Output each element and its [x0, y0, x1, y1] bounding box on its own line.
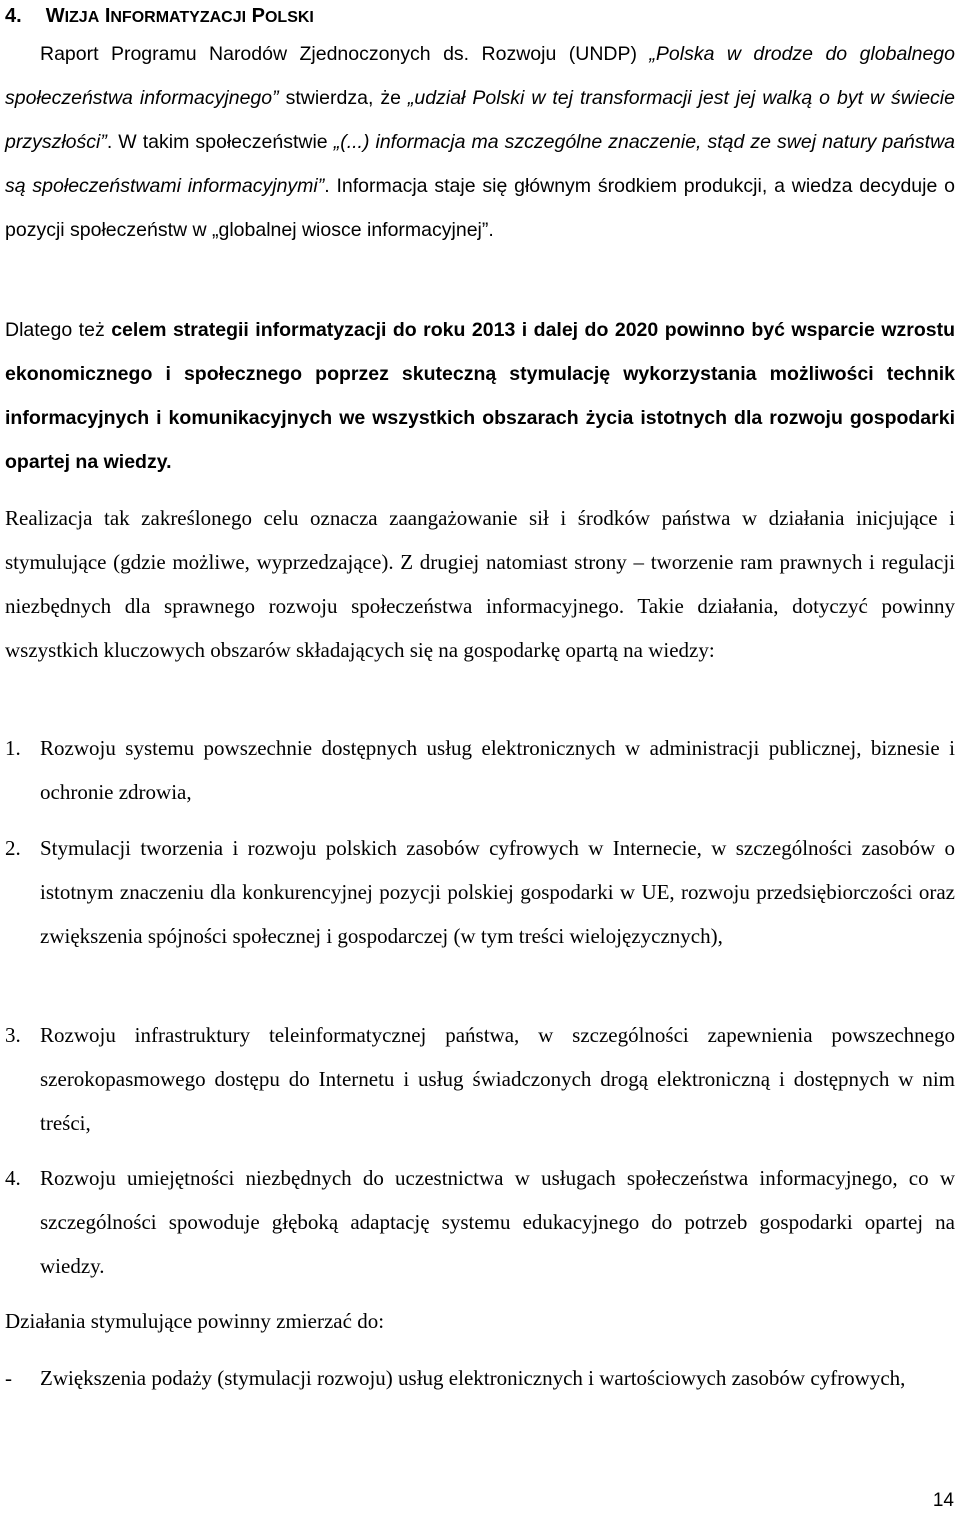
list-marker: 3. — [5, 1023, 21, 1047]
realization-paragraph: Realizacja tak zakreślonego celu oznacza zaangażowanie sił i środków państwa w działania inicjujące i stymulujące (gdzie możliwe, wyprzedzające). Z drugiej natomiast strony – tworzenie ram prawnych i regulacji niezbędnych dla sprawnego rozwoju społeczeństwa informacyjnego. Takie działania, dotyczyć powinny wszystkich kluczowych obszarów składających się na gospodarkę opartą na wiedzy: — [5, 506, 955, 662]
section-heading — [5, 4, 314, 30]
heading-cap-w: W — [45, 5, 65, 27]
list-item — [5, 1013, 955, 1145]
heading-word-olski: OLSKI — [264, 9, 314, 26]
strategy-lead: Dlatego też — [5, 319, 112, 341]
list-marker: 4. — [5, 1166, 21, 1190]
section-number: 4. — [5, 5, 22, 27]
intro-text-3: . W takim społeczeństwie — [106, 131, 334, 153]
list-item-text: Rozwoju infrastruktury teleinformatycznej państwa, w szczególności zapewnienia powszechnego szerokopasmowego dostępu do Internetu i usług świadczonych drogą elektroniczną i dostępnych w nim treści, — [40, 1023, 955, 1135]
heading-word-izja: IZJA — [64, 9, 100, 26]
list-item-text: Rozwoju systemu powszechnie dostępnych usług elektronicznych w administracji publicznej, biznesie i ochronie zdrowia, — [40, 736, 955, 804]
page-number: 14 — [932, 1490, 954, 1511]
heading-cap-i: I — [104, 5, 111, 27]
list-item — [5, 726, 955, 814]
intro-text-4: . Informacja staje się głównym środkiem produkcji, a wiedza decyduje o pozycji społeczeństw w „globalnej wiosce informacyjnej”. — [5, 175, 955, 241]
intro-text-2: stwierdza, że — [278, 87, 408, 109]
stimulating-heading: Działania stymulujące powinny zmierzać do: — [5, 1309, 385, 1333]
list-marker: 2. — [5, 836, 21, 860]
intro-quote-1: „Polska w drodze do globalnego społeczeństwa informacyjnego” — [5, 43, 955, 109]
list-item — [5, 826, 955, 958]
dash-marker: - — [5, 1366, 12, 1390]
heading-cap-p: P — [251, 5, 265, 27]
intro-quote-2: „udział Polski w tej transformacji jest jej walką o byt w świecie przyszłości” — [5, 87, 955, 153]
intro-paragraph — [5, 32, 955, 252]
intro-text-1: Raport Programu Narodów Zjednoczonych ds. Rozwoju (UNDP) — [40, 43, 650, 65]
strategy-goal: celem strategii informatyzacji do roku 2013 i dalej do 2020 powinno być wsparcie wzrostu ekonomicznego i społecznego poprzez skuteczną stymulację wykorzystania możliwości technik informacyjnych i komunikacyjnych we wszystkich obszarach życia istotnych dla rozwoju gospodarki opartej na wiedzy. — [5, 319, 956, 473]
intro-quote-3: „(...) informacja ma szczególne znaczenie, stąd ze swej natury państwa są społeczeństwami informacyjnymi” — [5, 131, 955, 197]
list-item — [5, 1156, 955, 1288]
list-item-text: Stymulacji tworzenia i rozwoju polskich zasobów cyfrowych w Internecie, w szczególności zasobów o istotnym znaczeniu dla konkurencyjnej pozycji polskiej gospodarki w UE, rozwoju przedsiębiorczości oraz zwiększenia spójności społecznej i gospodarczej (w tym treści wielojęzycznych), — [40, 836, 955, 948]
dash-list-item-text: Zwiększenia podaży (stymulacji rozwoju) usług elektronicznych i wartościowych zasobów cyfrowych, — [40, 1366, 906, 1390]
list-marker: 1. — [5, 736, 21, 760]
list-item-text: Rozwoju umiejętności niezbędnych do uczestnictwa w usługach społeczeństwa informacyjnego, co w szczególności spowoduje głęboką adaptację systemu edukacyjnego do potrzeb gospodarki opartej na wiedzy. — [40, 1166, 955, 1278]
dash-list-item — [5, 1356, 955, 1400]
strategy-paragraph — [5, 308, 955, 484]
heading-word-nformatyzacji: NFORMATYZACJI — [110, 9, 247, 26]
